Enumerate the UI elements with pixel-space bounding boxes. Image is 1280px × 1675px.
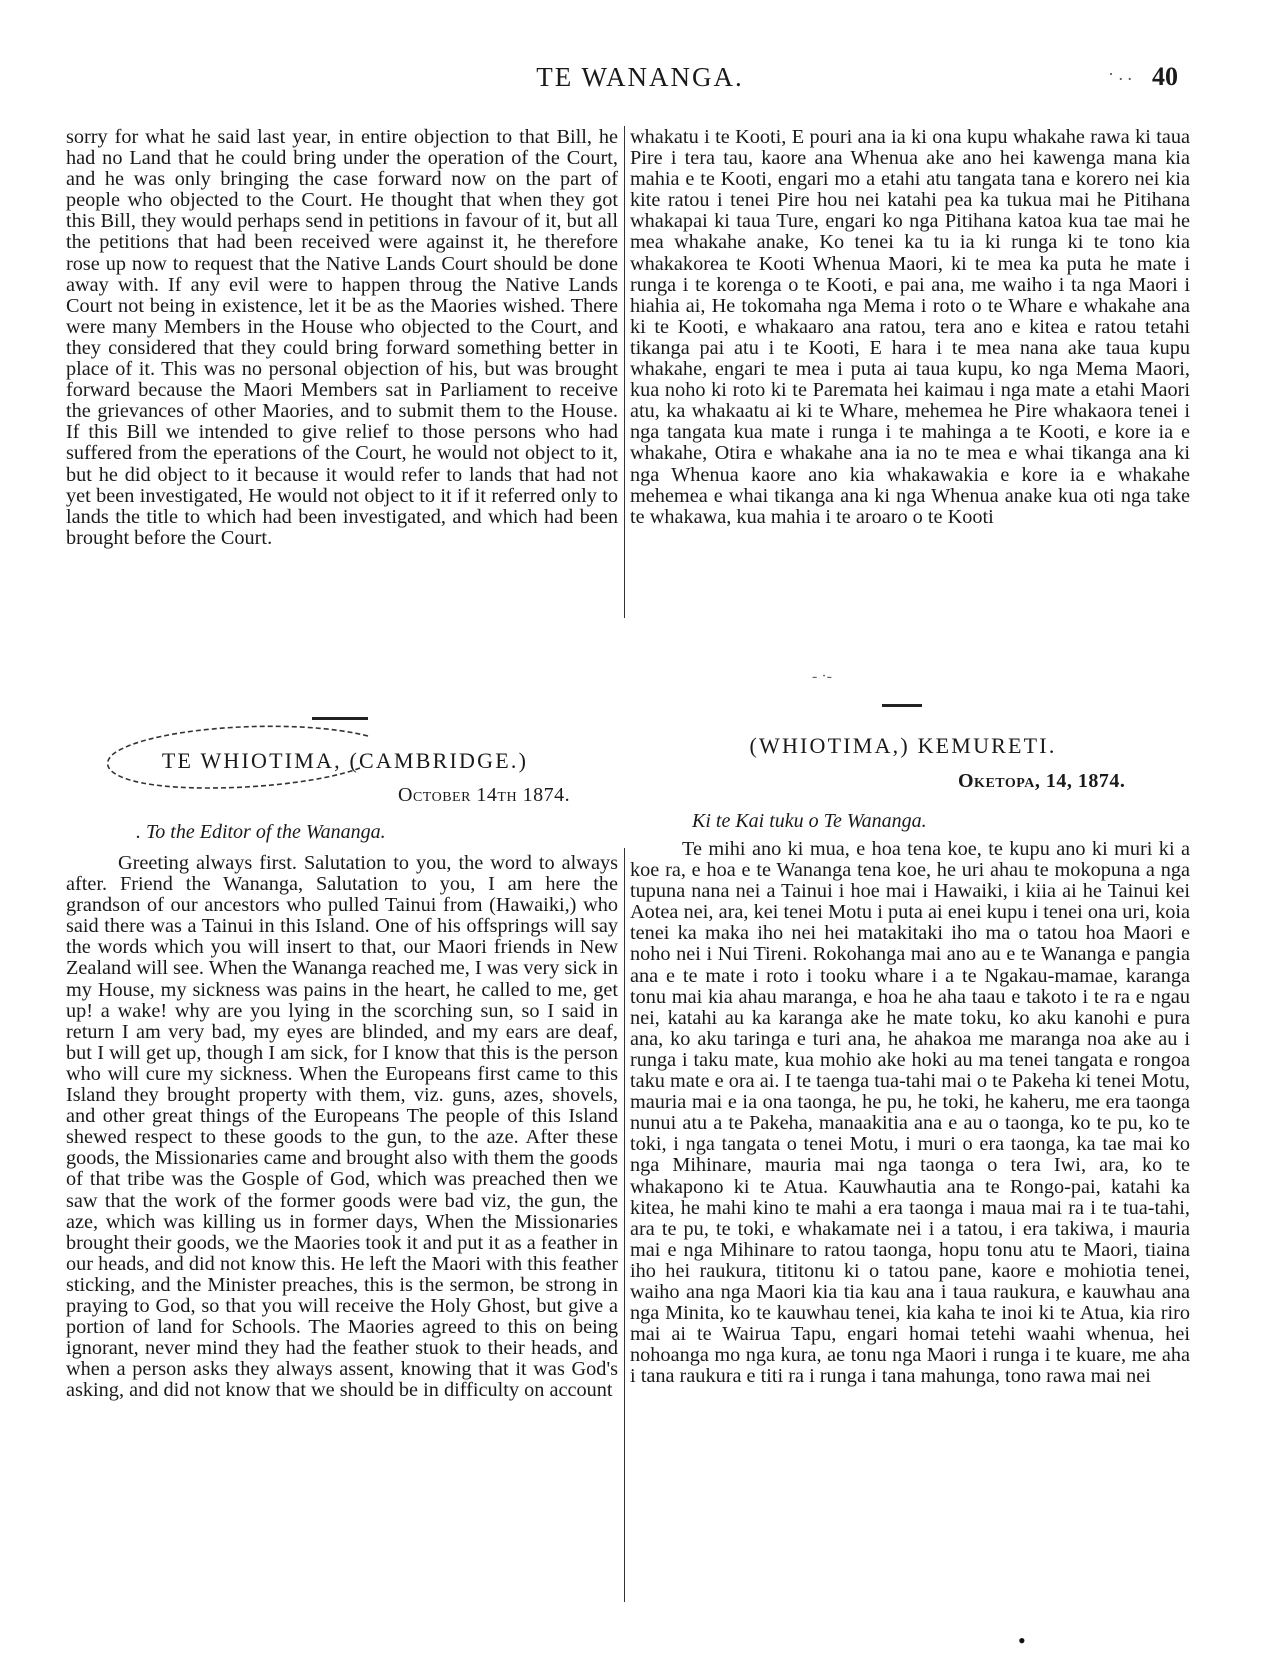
stray-ink-mark: - ·- [812, 668, 832, 685]
left-section-separator [312, 717, 368, 720]
right-article-paragraph: Te mihi ano ki mua, e hoa tena koe, te kupu ano ki muri ki a koe ra, e hoa e te Wananga tena koe, he uri ahau te mokopuna a nga tupuna nana nei a Tainui i hoe mai i Hawaiki, i kiia ai he Tainui kei Aotea nei, ara, kei tenei Motu i puta ai enei kupu i tenei ona uri, koia tenei ka maka iho nei hei matakitaki iho ma o tatou hoa Maori e noho nei i Nui Tireni. Rokohanga mai ano au e te Wananga e pangia ana e te mate i roto i tooku whare i a te Ngakau-mamae, karanga tonu mai kia ahau maranga, e hoa he aha taau e takoto i te ra e ngau nei, katahi au ka karanga ake he mate toku, ko aku kanohi e pura ana, ko aku taringa e turi ana, he ahakoa me maranga noa ake au i runga i taku mate, kua mohio ake hoki au ma tenei tangata e rongoa taku mate e ora ai. I te taenga tua-tahi mai o te Pakeha ki tenei Motu, mauria mai e ia ona taonga, he pu, he toki, he kaheru, me era taonga nunui atu a te Pakeha, manaakitia ana e au o taonga, ko te pu, ko te toki, i nga tangata o tenei Motu, i muri o era taonga, ka tae mai ko nga Mihinare, mauria mai nga taonga o tera Iwi, ara, ko te whakapono ki te Atua. Kauwhautia ana te Rongo-pai, katahi ka kitea, he mahi kino te mahi a era taonga i maua mai ra i te tua-tahi, ara te pu, te toki, e whakamate nei i a tatou, i era takiwa, i mauria mai e nga Mihinare to ratou taonga, hopu tonu atu te Maori, tiaina iho hei raukura, tititonu ki o tatou pane, kaore e mohiotia tenei, waiho ana nga Maori kia tia kau ana i taua raukura, e kauwhau ana nga Minita, ko te kauwhau tenei, kia kaha te inoi ki te Atua, kia riro mai ai te Wairua Tapu, engari homai tetehi waahi whenua, hei nohoanga mo nga kura, ae tonu nga Maori i runga i te kuare, me aha i tana raukura e titi ra i runga i tana mahunga, tono rawa mai nei [630, 838, 1190, 1388]
left-article-date: October 14th 1874. [398, 784, 571, 806]
bottom-ink-dot: • [1018, 1628, 1026, 1653]
right-section-separator [882, 704, 922, 707]
page-number: 40 [1152, 62, 1178, 91]
top-left-column [66, 127, 618, 549]
right-article-date [958, 770, 1125, 793]
right-article-body [630, 839, 1190, 1387]
left-article-body [66, 853, 618, 1401]
right-article-date-rest: 14, 1874. [1045, 770, 1126, 792]
right-article-date-month: Oketopa, [958, 770, 1041, 792]
top-column-rule [624, 126, 625, 618]
top-left-paragraph: sorry for what he said last year, in entire objection to that Bill, he had no Land that he could bring under the operation of the Court, and he was only bringing the case forward now on the part of people who objected to the Court. He thought that when they got this Bill, they would perhaps send in petitions in favour of it, but all the petitions that had been received were against it, he therefore rose up now to request that the Native Lands Court should be done away with. If any evil were to happen throug the Native Lands Court not being in existence, let it be as the Maories wished. There were many Members in the House who objected to the Court, and they considered that they could bring forward something better in place of it. This was no personal objection of his, but was brought forward because the Maori Members sat in Parliament to receive the grievances of other Maories, and to submit them to the House. If this Bill we intended to give relief to those persons who had suffered from the eperations of the Court, he would not object to it, but he did object to it because it would refer to lands that had not yet been investigated, He would not object to it if it referred only to lands the title to which had been investigated, and which had been brought before the Court. [66, 126, 618, 549]
header-ink-dots: · . . [1108, 64, 1132, 84]
right-article-salutation: Ki te Kai tuku o Te Wananga. [692, 810, 927, 832]
left-article-paragraph: Greeting always first. Salutation to you, the word to always after. Friend the Wananga, Salutation to you, I am here the grandson of our ancestors who pulled Tainui from (Hawaiki,) who said there was a Tainui in this Island. One of his offsprings will say the words which you will insert to that, our Maori friends in New Zealand will see. When the Wananga reached me, I was very sick in my House, my sickness was pains in the heart, he called to me, get up! a wake! why are you lying in the scorching sun, so I said in return I am very bad, my eyes are blinded, and my ears are deaf, but I will get up, though I am sick, for I know that this is the person who will cure my sickness. When the Europeans first came to this Island they brought property with them, viz. guns, azes, shovels, and other great things of the Europeans The people of this Island shewed respect to these goods to the gun, to the aze. After these goods, the Missionaries came and brought also with them the goods of that tribe was the Gosple of God, which was preached then we saw that the work of the former goods were bad viz, the gun, the aze, which was killing us in former days, When the Missionaries brought their goods, we the Maories took it and put it as a feather in our heads, and did not know this. He left the Maori with this feather sticking, and the Minister preaches, this is the sermon, be strong in praying to God, so that you will receive the Holy Ghost, but give a portion of land for Schools. The Maories agreed to this on being ignorant, never mind they had the feather stuok to their heads, and when a person asks they always assent, knowing that it was God's asking, and did not know that we should be in difficulty on account [66, 852, 618, 1402]
page-header-title: TE WANANGA. [536, 62, 744, 92]
left-article-title: TE WHIOTIMA, (CAMBRIDGE.) [161, 748, 529, 773]
top-right-column [630, 127, 1190, 528]
left-article-salutation: . To the Editor of the Wananga. [136, 821, 386, 843]
bottom-column-rule [624, 848, 625, 1602]
right-article-title: (WHIOTIMA,) KEMURETI. [749, 733, 1057, 758]
top-right-paragraph: whakatu i te Kooti, E pouri ana ia ki ona kupu whakahe rawa ki taua Pire i tera tau, kaore ana Whenua ake ano hei kawenga mana kia mahia e te Kooti, engari mo a etahi atu tangata tana e korero nei kia kite ratou i tenei Pire hou nei katahi pea ka tukua mai he Pitihana whakapai ki taua Ture, engari ko nga Pitihana katoa kua tae mai he mea whakahe anake, Ko tenei ka tu ia ki runga ki te tono kia whakakorea te Kooti Whenua Maori, ki te mea ka puta he mate i runga i te korenga o te Kooti, e pai ana, me waiho i ta nga Maori i hiahia ai, He tokomaha nga Mema i roto o te Whare e whakahe ana ki te Kooti, e whakaaro ana ratou, tera ano e kitea e ratou tetahi tikanga pai atu i te Kooti, E hara i te mea nana ake taua kupu whakahe, engari te mea i puta ai taua kupu, ko nga Mema Maori, kua noho ki roto ki te Paremata hei kaimau i nga mate a etahi Maori atu, ka whakaatu ai ki te Whare, mehemea he Pire whakaora tenei i nga tangata kua mate i runga i te mahinga a te Kooti, e kore ia e whakahe, Otira e whakahe ana ia no te mea e whai tikanga ana ki nga Whenua kaore ano kia whakawakia e kore ia e whakahe mehemea e whai tikanga ana ki nga Whenua anake kua oti nga take te whakawa, kua mahia i te aroaro o te Kooti [630, 126, 1190, 528]
